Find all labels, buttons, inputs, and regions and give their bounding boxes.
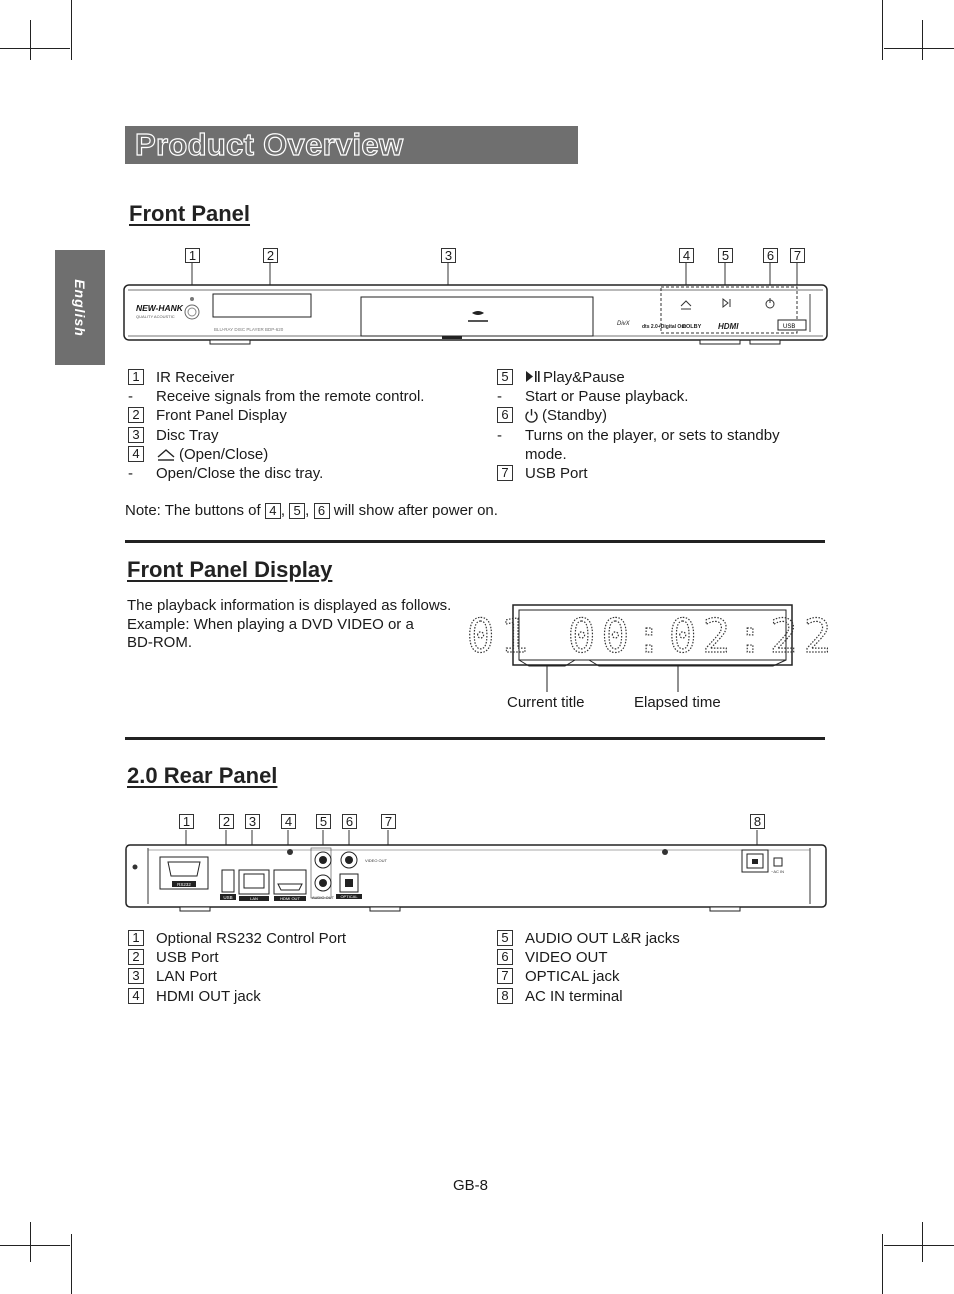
list-item: - Turns on the player, or sets to standby [497,426,780,444]
model-label: BLU-RAY DISC PLAYER BDP-620 [214,327,284,332]
list-item: 3 LAN Port [126,967,486,986]
eject-icon [156,447,176,462]
front-panel-list-right [495,368,815,483]
list-item: 6 VIDEO OUT [495,948,815,967]
callout-2: 2 [263,248,278,263]
svg-text:USB: USB [223,895,233,900]
svg-text:RS232: RS232 [177,882,191,887]
rear-panel-heading: 2.0 Rear Panel [127,763,278,788]
rear-panel-list-left [126,929,486,1006]
list-item: 2 Front Panel Display [126,406,486,425]
list-item: - Start or Pause playback. [497,388,689,406]
list-item: mode. [525,445,567,463]
front-display-window [213,294,311,317]
front-panel-display-heading: Front Panel Display [127,557,333,582]
svg-text:HDMI OUT: HDMI OUT [280,896,300,901]
badge-divx: DivX [617,321,630,327]
display-description: The playback information is displayed as follows. Example: When playing a DVD VIDEO or a BD-ROM. [127,597,452,651]
callout-3: 3 [441,248,456,263]
list-item: 2 USB Port [126,948,486,967]
list-item: 4 (Open/Close) [126,445,486,464]
svg-text:LAN: LAN [250,896,258,901]
list-item: 7 USB Port [495,464,815,483]
svg-text:VIDEO OUT: VIDEO OUT [365,858,388,863]
current-title-label: Current title [507,694,585,711]
rear-callout-1: 1 [179,814,194,829]
list-item: 6 (Standby) [495,406,815,425]
svg-text:~AC IN: ~AC IN [771,869,785,874]
list-item: - Open/Close the disc tray. [128,464,324,482]
list-item: 5 AUDIO OUT L&R jacks [495,929,815,948]
callout-1: 1 [185,248,200,263]
list-item: - Receive signals from the remote control. [128,388,425,406]
badge-dolby: DOLBY [682,324,702,330]
callout-4: 4 [679,248,694,263]
list-item: 7 OPTICAL jack [495,967,815,986]
language-label: English [72,278,88,337]
rear-panel-list-right [495,929,815,1006]
rear-callout-5: 5 [316,814,331,829]
list-item: 3 Disc Tray [126,426,486,445]
callout-7: 7 [790,248,805,263]
note: Note: The buttons of 4 , 5 , 6 will show after power on. [125,502,498,519]
rear-callout-7: 7 [381,814,396,829]
list-item: 5 Play&Pause [495,368,815,387]
badge-dts: dts 2.0+Digital Out [642,324,687,330]
usb-port [222,870,234,892]
disc-tray [361,297,593,336]
elapsed-time-label: Elapsed time [634,694,721,711]
section-divider [125,737,825,740]
callout-6: 6 [763,248,778,263]
title-banner [125,126,578,164]
display-illustration [466,600,838,695]
svg-text:USB: USB [783,324,796,330]
brand-sub: QUALITY ACOUSTIC [136,314,175,319]
front-panel-heading: Front Panel [129,201,251,226]
language-tab [55,250,105,365]
play-pause-icon [525,370,541,384]
page-title: Product Overview [135,127,404,162]
section-divider [125,540,825,543]
page-number: GB-8 [453,1177,489,1194]
brand-logo: NEW-HANK [136,303,183,313]
list-item: 4 HDMI OUT jack [126,987,486,1006]
rear-callout-3: 3 [245,814,260,829]
power-icon [524,408,539,423]
display-readout: 01 00:02:22 [466,609,838,663]
rear-callout-6: 6 [342,814,357,829]
svg-text:AUDIO OUT: AUDIO OUT [311,895,335,900]
front-panel-list-left [126,368,486,483]
badge-hdmi: HDMI [718,322,739,331]
rear-callout-8: 8 [750,814,765,829]
list-item: 1 IR Receiver [126,368,486,387]
rear-callout-2: 2 [219,814,234,829]
list-item: 1 Optional RS232 Control Port [126,929,486,948]
list-item: 8 AC IN terminal [495,987,815,1006]
rear-callout-4: 4 [281,814,296,829]
svg-text:OPTICAL: OPTICAL [340,894,358,899]
callout-5: 5 [718,248,733,263]
